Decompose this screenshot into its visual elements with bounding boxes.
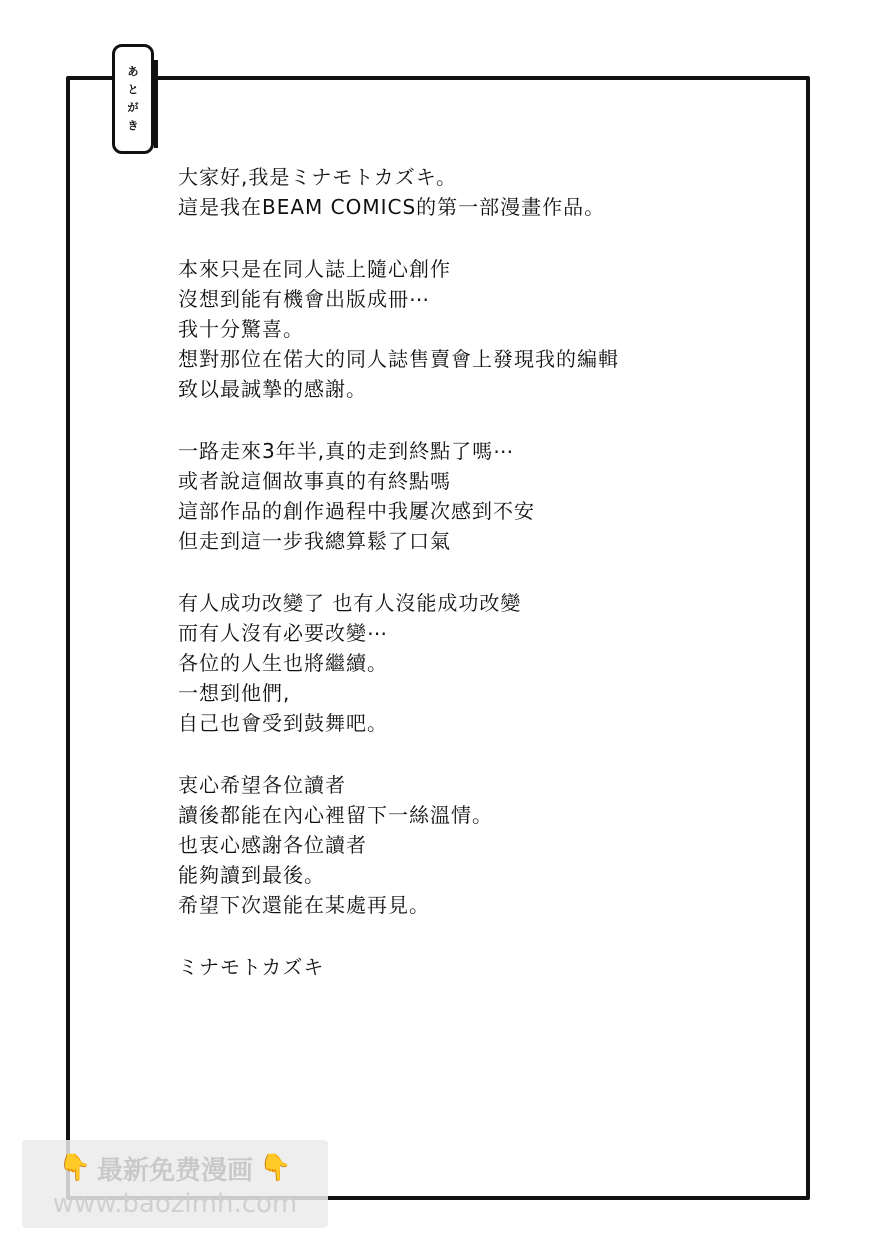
text-line: 一想到他們, (178, 681, 291, 705)
paragraph-change (178, 588, 778, 738)
pointing-down-hand-icon: 👇 (58, 1153, 91, 1183)
text-line: 各位的人生也將繼續。 (178, 651, 388, 675)
text-line: 我十分驚喜。 (178, 317, 304, 341)
afterword-text (178, 162, 778, 1014)
text-line: 自己也會受到鼓舞吧。 (178, 711, 388, 735)
paragraph-origin (178, 254, 778, 404)
paragraph-signature (178, 952, 778, 982)
site-watermark[interactable] (22, 1140, 328, 1228)
tab-char: き (127, 119, 139, 132)
text-line: 或者說這個故事真的有終點嗎 (178, 469, 451, 493)
tab-shadow (154, 60, 158, 148)
text-line: 這是我在BEAM COMICS的第一部漫畫作品。 (178, 195, 606, 219)
text-line: 衷心希望各位讀者 (178, 773, 346, 797)
text-line: 大家好,我是ミナモトカズキ。 (178, 165, 457, 189)
paragraph-greeting (178, 162, 778, 222)
watermark-url[interactable]: www.baozimh.com (52, 1188, 298, 1219)
tab-char: と (127, 83, 139, 96)
text-line: 致以最誠摯的感謝。 (178, 377, 367, 401)
pointing-down-hand-icon: 👇 (259, 1153, 292, 1183)
text-line: 而有人沒有必要改變⋯ (178, 621, 388, 645)
text-line: 沒想到能有機會出版成冊⋯ (178, 287, 430, 311)
text-line: 希望下次還能在某處再見。 (178, 893, 430, 917)
watermark-title-row (59, 1150, 292, 1187)
text-line: 能夠讀到最後。 (178, 863, 325, 887)
text-line: 本來只是在同人誌上隨心創作 (178, 257, 451, 281)
author-signature: ミナモトカズキ (178, 955, 325, 979)
text-line: 一路走來3年半,真的走到終點了嗎⋯ (178, 439, 515, 463)
text-line: 想對那位在偌大的同人誌售賣會上發現我的編輯 (178, 347, 619, 371)
paragraph-thanks (178, 770, 778, 920)
text-line: 也衷心感謝各位讀者 (178, 833, 367, 857)
tab-char: あ (127, 65, 139, 78)
paragraph-journey (178, 436, 778, 556)
afterword-tab (112, 44, 154, 154)
text-line: 但走到這一步我總算鬆了口氣 (178, 529, 451, 553)
text-line: 讀後都能在內心裡留下一絲溫情。 (178, 803, 493, 827)
text-line: 有人成功改變了 也有人沒能成功改變 (178, 591, 522, 615)
tab-char: が (127, 101, 139, 114)
watermark-title: 最新免费漫画 (96, 1155, 253, 1186)
text-line: 這部作品的創作過程中我屢次感到不安 (178, 499, 535, 523)
